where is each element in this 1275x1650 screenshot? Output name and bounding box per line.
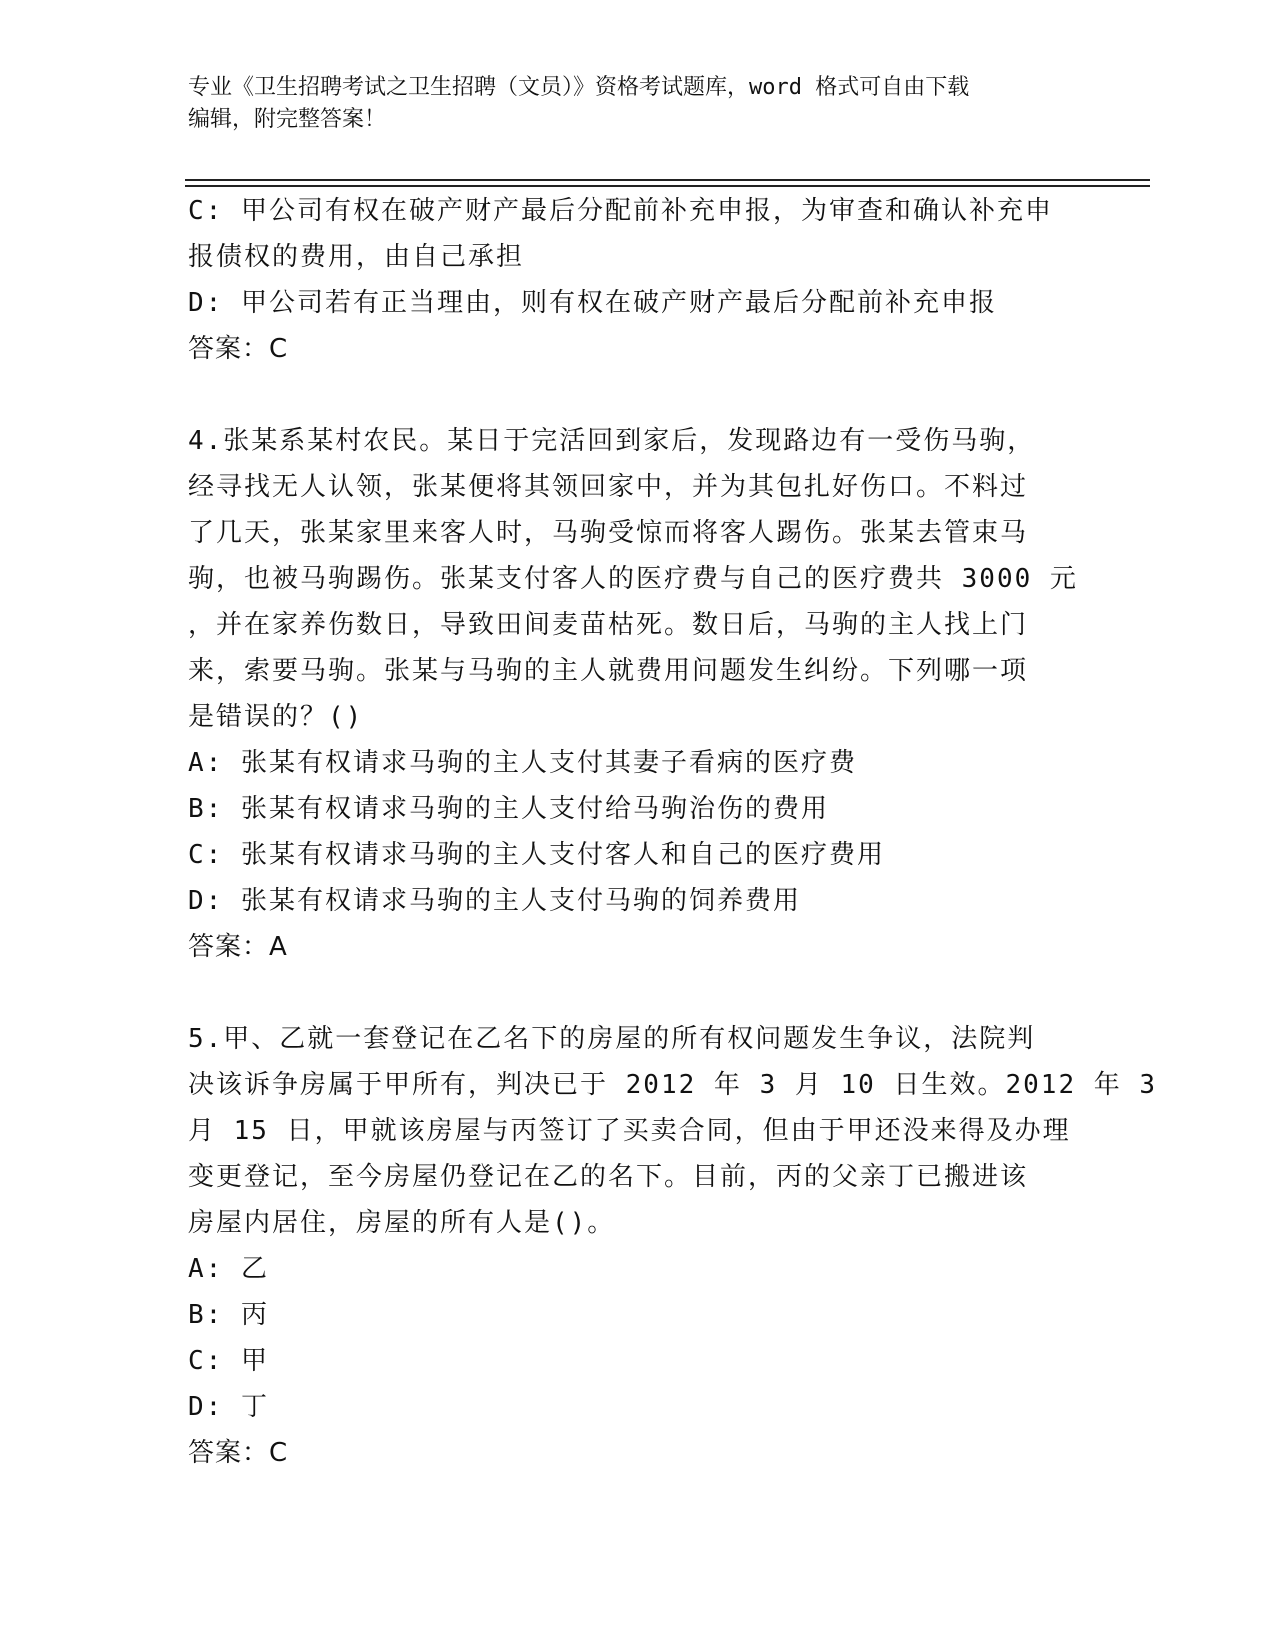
q5-answer: 答案：C — [188, 1438, 289, 1468]
q5-option-d: D: 丁 — [188, 1392, 269, 1422]
q5-stem-line-2: 决该诉争房属于甲所有，判决已于 2012 年 3 月 10 日生效。2012 年 3 — [188, 1070, 1158, 1100]
q4-option-a: A: 张某有权请求马驹的主人支付其妻子看病的医疗费 — [188, 748, 857, 778]
q5-option-c: C: 甲 — [188, 1346, 269, 1376]
document-header — [188, 72, 1088, 136]
q5-option-a: A: 乙 — [188, 1254, 269, 1284]
q4-option-b: B: 张某有权请求马驹的主人支付给马驹治伤的费用 — [188, 794, 829, 824]
q4-option-d: D: 张某有权请求马驹的主人支付马驹的饲养费用 — [188, 886, 801, 916]
q5-stem-line-1: 5.甲、乙就一套登记在乙名下的房屋的所有权问题发生争议，法院判 — [188, 1024, 1036, 1054]
q3-option-c-line-2: 报债权的费用，由自己承担 — [188, 242, 525, 272]
spacer — [188, 970, 1088, 1016]
header-rule-bottom — [185, 185, 1150, 187]
q4-stem-line-7: 是错误的？() — [188, 702, 364, 732]
q5-stem-line-5: 房屋内居住，房屋的所有人是()。 — [188, 1208, 616, 1238]
q4-answer: 答案：A — [188, 932, 288, 962]
header-line-2: 编辑，附完整答案！ — [188, 107, 387, 132]
q5-option-b: B: 丙 — [188, 1300, 269, 1330]
q3-option-d: D: 甲公司若有正当理由，则有权在破产财产最后分配前补充申报 — [188, 288, 997, 318]
question-3-tail — [188, 188, 1088, 372]
q5-stem-line-4: 变更登记，至今房屋仍登记在乙的名下。目前，丙的父亲丁已搬进该 — [188, 1162, 1029, 1192]
q4-stem-line-2: 经寻找无人认领，张某便将其领回家中，并为其包扎好伤口。不料过 — [188, 472, 1029, 502]
q4-stem-line-6: 来，索要马驹。张某与马驹的主人就费用问题发生纠纷。下列哪一项 — [188, 656, 1029, 686]
q4-stem-line-5: ，并在家养伤数日，导致田间麦苗枯死。数日后，马驹的主人找上门 — [188, 610, 1029, 640]
q4-stem-line-1: 4.张某系某村农民。某日于完活回到家后，发现路边有一受伤马驹， — [188, 426, 1036, 456]
q3-answer: 答案：C — [188, 334, 289, 364]
q4-stem-line-4: 驹，也被马驹踢伤。张某支付客人的医疗费与自己的医疗费共 3000 元 — [188, 564, 1078, 594]
header-rule-top — [185, 179, 1150, 181]
header-line-1: 专业《卫生招聘考试之卫生招聘（文员）》资格考试题库，word 格式可自由下载 — [188, 75, 970, 100]
document-body — [188, 188, 1158, 1476]
q4-option-c: C: 张某有权请求马驹的主人支付客人和自己的医疗费用 — [188, 840, 885, 870]
q4-stem-line-3: 了几天，张某家里来客人时，马驹受惊而将客人踢伤。张某去管束马 — [188, 518, 1029, 548]
spacer — [188, 372, 1088, 418]
question-5 — [188, 1016, 1158, 1476]
q3-option-c-line-1: C: 甲公司有权在破产财产最后分配前补充申报，为审查和确认补充申 — [188, 196, 1053, 226]
q5-stem-line-3: 月 15 日，甲就该房屋与丙签订了买卖合同，但由于甲还没来得及办理 — [188, 1116, 1071, 1146]
question-4 — [188, 418, 1088, 970]
